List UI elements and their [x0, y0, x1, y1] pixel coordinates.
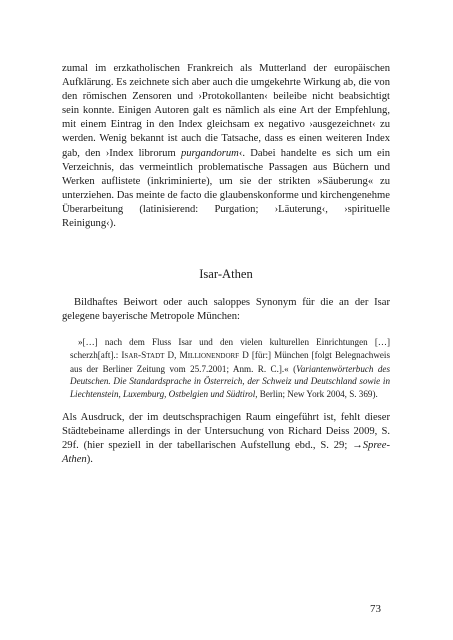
paragraph-definition: Bildhaftes Beiwort oder auch saloppes Synonym für die an der Isar gelegene bayerische Metropole München: — [62, 297, 390, 323]
quote-text: »[…] nach dem Fluss Isar und den vielen kulturellen Einrichtungen […] scherzh[aft].: — [70, 337, 390, 361]
paragraph-text: zumal im erzkatholischen Frankreich als Mutterland der europäischen Aufklärung. Es zeichnete sich aber auch die umgekehrte Wirkung ab, die von den römischen Zensoren und ›Protokollanten‹ beileibe nicht beabsichtigt sein konnte. Einigen Autoren galt es nämlich als eine Art der Empfehlung, mit einem Eintrag in den Index gleichsam ex negativo ›ausgezeichnet‹ zu werden. Wenig bekannt ist auch die Tatsache, dass es einen weiteren Index gab, den ›Index librorum — [62, 63, 390, 159]
quote-italic-title: Variantenwörterbuch des Deutschen. Die Standardsprache in Österreich, der Schweiz und Deutschland sowie in Liechtenstein, Luxemburg, Ostbelgien und Südtirol — [70, 363, 391, 400]
paragraph-text-continued: ‹. Dabei handelte es sich um ein Verzeichnis, das vermeintlich problematische Passagen aus Büchern und Werken auflistete (inkriminierte), um sie der strikten »Säuberung« zu unterziehen. Das meinte de facto die glaubenskonforme und kirchengenehme Überarbeitung (latinisierend: Purgation; ›Läuterung‹, ›spirituelle Reinigung‹). — [62, 147, 390, 230]
quote-text: D [für:] München [folgt Belegnachweis aus der Berliner Zeitung vom 25.7.2001; Anm. R. C.].« ( — [70, 350, 390, 374]
paragraph-italic: purgandorum — [180, 147, 239, 159]
page-number: 73 — [370, 603, 381, 615]
paragraph-text-end: ). — [86, 454, 93, 466]
section-title: Isar-Athen — [199, 267, 253, 282]
paragraph-index — [62, 62, 390, 231]
cross-reference-link[interactable]: Spree-Athen — [62, 440, 390, 466]
paragraph-text: Als Ausdruck, der im deutschsprachigen Raum eingeführt ist, fehlt dieser Städtebeiname allerdings in der Untersuchung von Richard Deiss 2009, S. 29f. (hier speziell in der tabellarischen Aufstellung ebd., S. 29; — [62, 411, 390, 452]
quote-text: , Berlin; New York 2004, S. 369). — [255, 389, 378, 400]
block-quote — [70, 336, 390, 401]
cross-reference-arrow-icon: → — [352, 440, 363, 452]
quote-smallcaps: Millionendorf — [179, 351, 240, 362]
paragraph-usage — [62, 411, 390, 467]
quote-smallcaps: Isar-Stadt — [121, 351, 165, 362]
quote-text: D, — [164, 350, 180, 361]
page-body — [62, 62, 390, 467]
